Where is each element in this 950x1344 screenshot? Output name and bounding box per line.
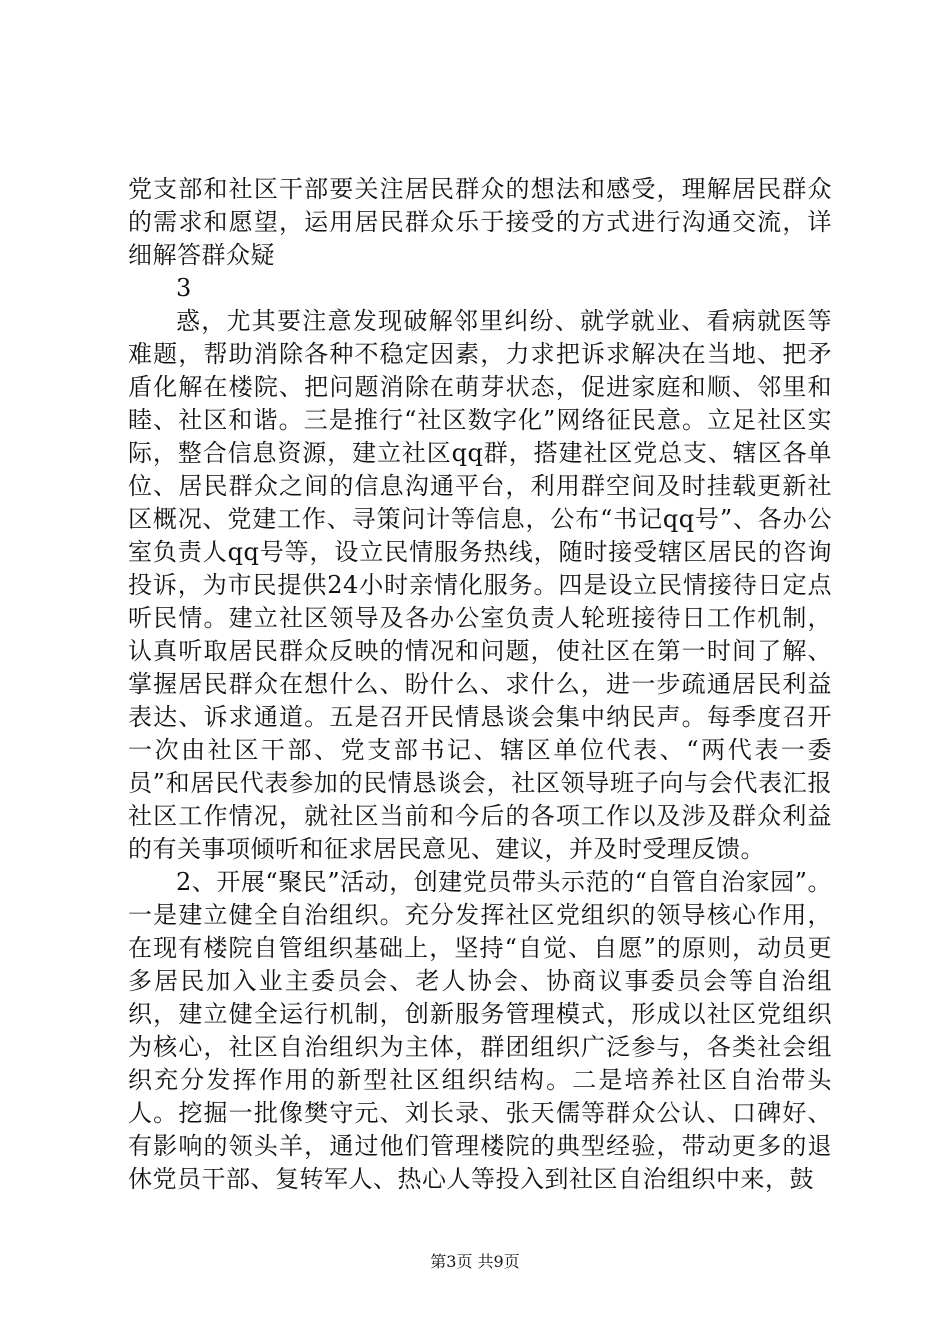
paragraph-autonomy-activities: 2、开展“聚民”活动，创建党员带头示范的“自管自治家园”。一是建立健全自治组织。充分发挥社区党组织的领导核心作用，在现有楼院自管组织基础上，坚持“自觉、自愿”的原则，动员更多居民加入业主委员会、老人协会、协商议事委员会等自治组织，建立健全运行机制，创新服务管理模式，形成以社区党组织为核心，社区自治组织为主体，群团组织广泛参与，各类社会组织充分发挥作用的新型社区组织结构。二是培养社区自治带头人。挖掘一批像樊守元、刘长录、张天儒等群众公认、口碑好、有影响的领头羊，通过他们管理楼院的典型经验，带动更多的退休党员干部、复转军人、热心人等投入到社区自治组织中来，鼓 <box>128 868 832 1193</box>
page-footer: 第3页 共9页 <box>430 1252 520 1271</box>
paragraph-resident-opinions: 惑，尤其要注意发现破解邻里纠纷、就学就业、看病就医等难题，帮助消除各种不稳定因素，力求把诉求解决在当地、把矛盾化解在楼院、把问题消除在萌芽状态，促进家庭和顺、邻里和睦、社区和谐。三是推行“社区数字化”网络征民意。立足社区实际，整合信息资源，建立社区qq群，搭建社区党总支、辖区各单位、居民群众之间的信息沟通平台，利用群空间及时挂载更新社区概况、党建工作、寻策问计等信息，公布“书记qq号”、各办公室负责人qq号等，设立民情服务热线，随时接受辖区居民的咨询投诉，为市民提供24小时亲情化服务。四是设立民情接待日定点听民情。建立社区领导及各办公室负责人轮班接待日工作机制，认真听取居民群众反映的情况和问题，使社区在第一时间了解、掌握居民群众在想什么、盼什么、求什么，进一步疏通居民利益表达、诉求通道。五是召开民情恳谈会集中纳民声。每季度召开一次由社区干部、党支部书记、辖区单位代表、“两代表一委员”和居民代表参加的民情恳谈会，社区领导班子向与会代表汇报社区工作情况，就社区当前和今后的各项工作以及涉及群众利益的有关事项倾听和征求居民意见、建议，并及时受理反馈。 <box>128 307 832 863</box>
document-body <box>128 173 832 1196</box>
paragraph-continuation: 党支部和社区干部要关注居民群众的想法和感受，理解居民群众的需求和愿望，运用居民群众乐于接受的方式进行沟通交流，详细解答群众疑 <box>128 175 832 269</box>
inline-page-number: 3 <box>176 274 192 302</box>
